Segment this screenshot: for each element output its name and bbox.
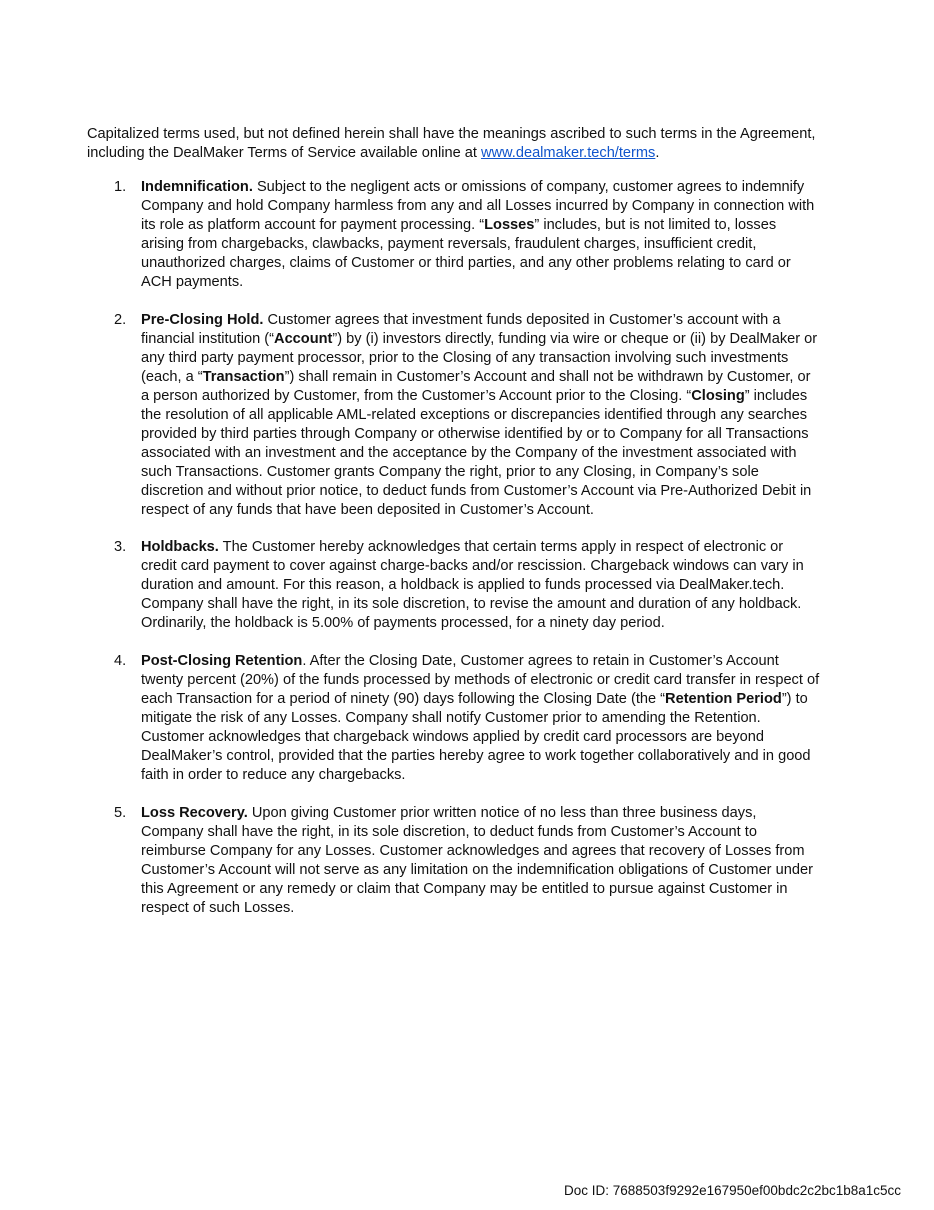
text-segment: provided by third parties through Company or otherwise identified by or to Company for all Transactions — [141, 426, 809, 442]
text-segment: financial institution (“ — [141, 331, 275, 347]
text-line — [141, 235, 814, 254]
text-segment: such Transactions. Customer grants Company the right, prior to any Closing, in Company’s sole — [141, 464, 759, 480]
text-segment: twenty percent (20%) of the funds processed by methods of electronic or credit card transfer in respect of — [141, 672, 820, 688]
intro-paragraph — [87, 125, 815, 163]
text-line — [141, 614, 804, 633]
list-item — [114, 652, 820, 785]
text-segment: DealMaker’s control, provided that the parties hereby agree to work together collaboratively and in good — [141, 748, 811, 764]
text-line — [141, 406, 817, 425]
text-line — [141, 766, 819, 785]
text-segment: ”) to — [781, 691, 808, 707]
text-segment: ”) by (i) investors directly, funding via wire or cheque or (ii) by DealMaker or — [332, 331, 818, 347]
defined-term: Retention Period — [665, 691, 782, 707]
list-item — [114, 178, 815, 292]
defined-term: Indemnification. — [141, 179, 253, 195]
text-line — [141, 880, 813, 899]
text-segment: each Transaction for a period of ninety (90) days following the Closing Date (the “ — [141, 691, 666, 707]
text-line — [141, 463, 817, 482]
text-line — [141, 804, 813, 823]
text-segment: Customer’s Account will not serve as any limitation on the indemnification obligations of Customer under — [141, 862, 813, 878]
text-segment: unauthorized charges, claims of Customer or third parties, and any other problems relating to card or — [141, 255, 791, 271]
text-line — [141, 273, 814, 292]
terms-link[interactable]: www.dealmaker.tech/terms — [480, 145, 656, 161]
text-line — [141, 311, 817, 330]
text-segment: its role as platform account for payment processing. “ — [141, 217, 485, 233]
text-segment: Customer acknowledges that chargeback windows applied by credit card processors are beyond — [141, 729, 764, 745]
text-line — [141, 652, 819, 671]
text-segment: associated with an investment and the acceptance by the Company of the investment associated with — [141, 445, 797, 461]
item-number: 1. — [114, 179, 127, 195]
text-segment: Upon giving Customer prior written notice of no less than three business days, — [247, 805, 757, 821]
text-segment: credit card payment to cover against charge-backs and/or rescission. Chargeback windows can vary in — [141, 558, 804, 574]
list-item — [114, 538, 804, 633]
text-line — [141, 330, 817, 349]
text-segment: any third party payment processor, prior to the Closing of any transaction involving such investments — [141, 350, 789, 366]
item-number: 4. — [114, 653, 127, 669]
text-segment: mitigate the risk of any Losses. Company shall notify Customer prior to amending the Retention. — [141, 710, 761, 726]
text-segment: The Customer hereby acknowledges that certain terms apply in respect of electronic or — [218, 539, 784, 555]
defined-term: Account — [274, 331, 333, 347]
text-line — [141, 823, 813, 842]
text-line — [141, 557, 804, 576]
defined-term: Post-Closing Retention — [141, 653, 303, 669]
text-line — [141, 595, 804, 614]
defined-term: Transaction — [202, 369, 285, 385]
text-line — [141, 482, 817, 501]
list-item — [114, 311, 818, 520]
text-line — [141, 538, 804, 557]
text-line — [141, 842, 813, 861]
text-line — [141, 254, 814, 273]
text-segment: duration and amount. For this reason, a holdback is applied to funds processed via DealMaker.tech. — [141, 577, 785, 593]
text-segment: ACH payments. — [141, 274, 244, 290]
text-line — [87, 125, 815, 144]
text-segment: (each, a “ — [141, 369, 203, 385]
text-segment: respect of any funds that have been deposited in Customer’s Account. — [141, 502, 594, 518]
text-segment: ”) shall remain in Customer’s Account and shall not be withdrawn by Customer, or — [284, 369, 811, 385]
list-item — [114, 804, 813, 918]
text-segment: ” includes, but is not limited to, losses — [534, 217, 777, 233]
text-segment: Ordinarily, the holdback is 5.00% of payments processed, for a ninety day period. — [141, 615, 665, 631]
text-line — [141, 576, 804, 595]
item-number: 2. — [114, 312, 127, 328]
doc-id: Doc ID: 7688503f9292e167950ef00bdc2c2bc1b8a1c5cc — [564, 1183, 902, 1198]
defined-term: Loss Recovery. — [141, 805, 248, 821]
text-segment: Company shall have the right, in its sole discretion, to revise the amount and duration of any holdback. — [141, 596, 802, 612]
text-segment: ” includes — [744, 388, 808, 404]
text-segment: Company and hold Company harmless from any and all Losses incurred by Company in connection with — [141, 198, 815, 214]
text-line — [141, 216, 814, 235]
text-line — [141, 690, 819, 709]
text-segment: the resolution of all applicable AML-related exceptions or discrepancies identified through any searches — [141, 407, 808, 423]
text-segment: including the DealMaker Terms of Service available online at — [87, 145, 481, 161]
text-line — [141, 197, 814, 216]
text-segment: Subject to the negligent acts or omissions of company, customer agrees to indemnify — [252, 179, 805, 195]
text-segment: . After the Closing Date, Customer agrees to retain in Customer’s Account — [302, 653, 779, 669]
text-line — [141, 349, 817, 368]
text-line — [141, 387, 817, 406]
text-line — [141, 899, 813, 918]
text-segment: reimburse Company for any Losses. Customer acknowledges and agrees that recovery of Losses from — [141, 843, 805, 859]
defined-term: Losses — [484, 217, 535, 233]
text-segment: discretion and without prior notice, to deduct funds from Customer’s Account via Pre-Authorized Debit in — [141, 483, 812, 499]
text-segment: Customer agrees that investment funds deposited in Customer’s account with a — [263, 312, 781, 328]
text-line — [141, 671, 819, 690]
text-line — [141, 709, 819, 728]
text-line — [141, 861, 813, 880]
text-segment: Capitalized terms used, but not defined herein shall have the meanings ascribed to such terms in the Agreement, — [87, 126, 816, 142]
item-number: 3. — [114, 539, 127, 555]
text-line — [141, 368, 817, 387]
defined-term: Holdbacks. — [141, 539, 219, 555]
text-segment: this Agreement or any remedy or claim that Company may be entitled to pursue against Customer in — [141, 881, 788, 897]
text-segment: a person authorized by Customer, from the Customer’s Account prior to the Closing. “ — [141, 388, 692, 404]
text-segment: respect of such Losses. — [141, 900, 295, 916]
item-number: 5. — [114, 805, 127, 821]
text-line — [141, 747, 819, 766]
defined-term: Closing — [691, 388, 745, 404]
defined-term: Pre-Closing Hold. — [141, 312, 264, 328]
text-line — [141, 178, 814, 197]
text-line — [141, 444, 817, 463]
text-line — [87, 144, 815, 163]
text-segment: faith in order to reduce any chargebacks. — [141, 767, 406, 783]
text-line — [141, 728, 819, 747]
text-line — [141, 501, 817, 520]
text-segment: arising from chargebacks, clawbacks, payment reversals, fraudulent charges, insufficient credit, — [141, 236, 757, 252]
text-line — [141, 425, 817, 444]
text-segment: . — [655, 145, 660, 161]
text-segment: Company shall have the right, in its sole discretion, to deduct funds from Customer’s Account to — [141, 824, 757, 840]
